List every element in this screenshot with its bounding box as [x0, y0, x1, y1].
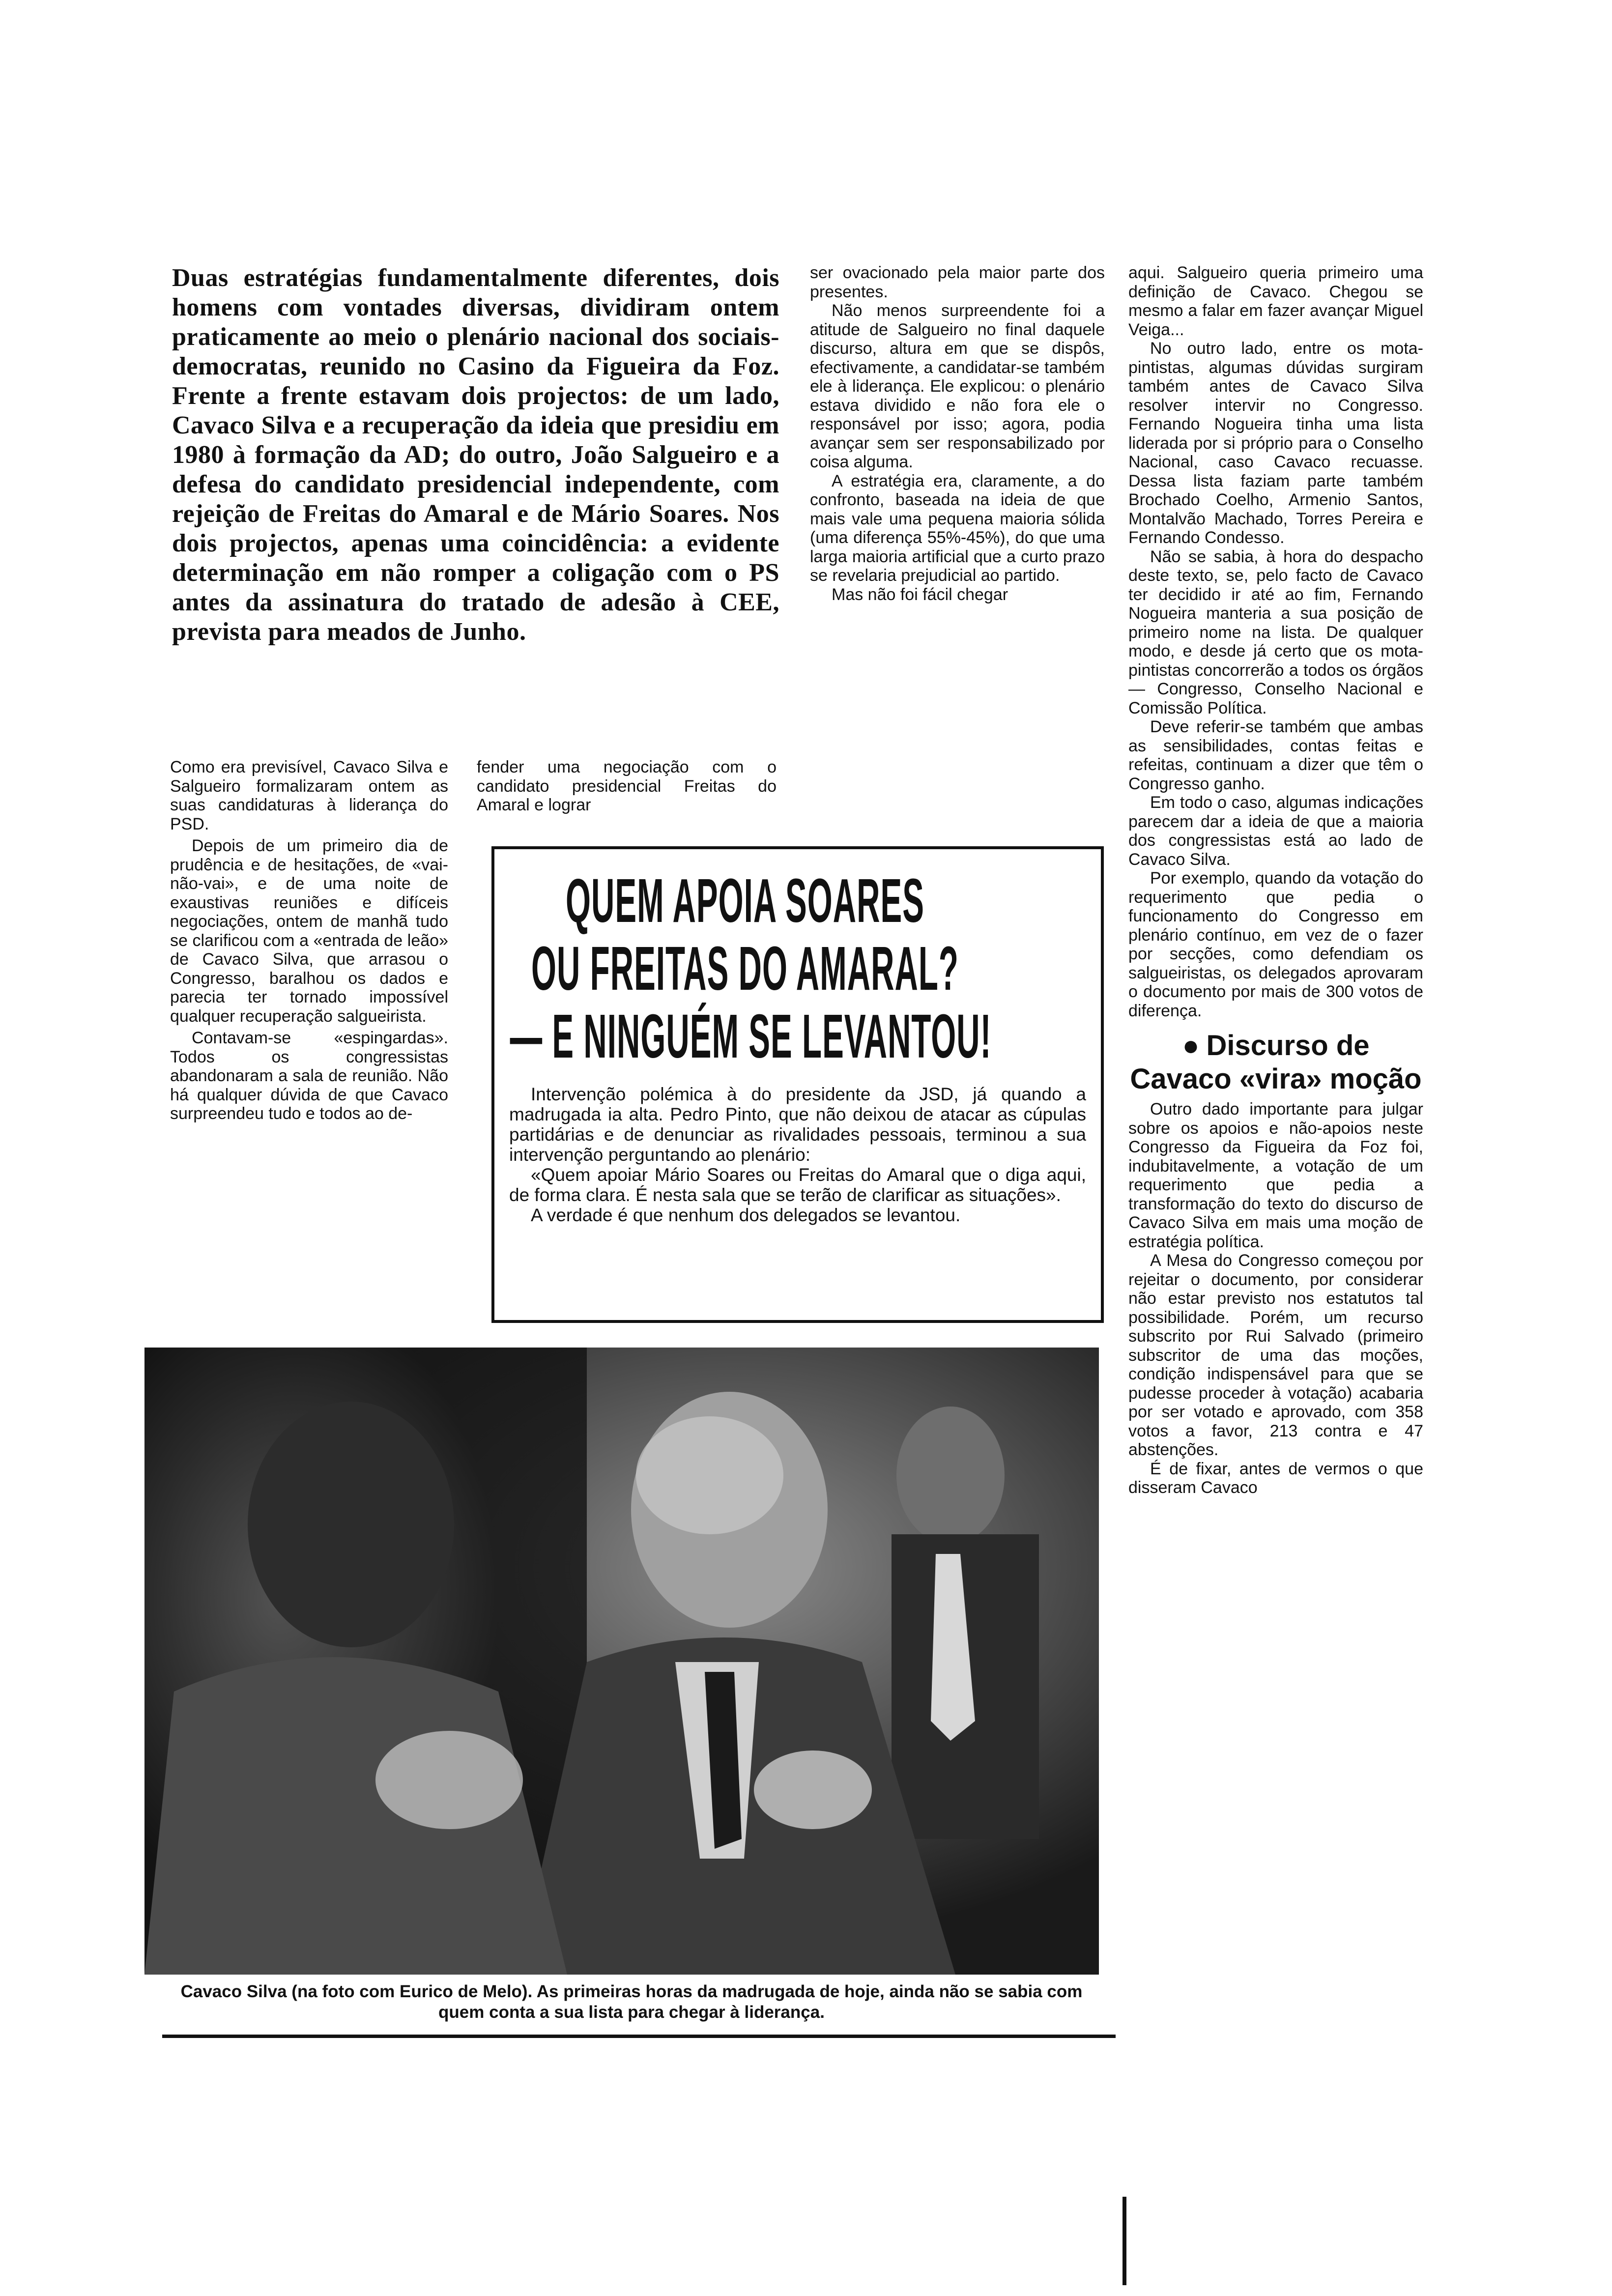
lead-paragraph: Duas estratégias fundamentalmente diferentes, dois homens com vontades diversas, dividiram ontem praticamente ao meio o plenário nacional dos sociais-democratas, reunido no Casino da Figueira da Foz. Frente a frente estavam dois projectos: de um lado, Cavaco Silva e a recuperação da ideia que presidiu em 1980 à formação da AD; do outro, João Salgueiro e a defesa do candidato presidencial independente, com rejeição de Freitas do Amaral e de Mário Soares. Nos dois projectos, apenas uma coincidência: a evidente determinação em não romper a coligação com o PS antes da assinatura do tratado de adesão à CEE, prevista para meados de Junho. — [172, 264, 779, 646]
bullet-icon: ● — [1182, 1030, 1200, 1062]
box-headline-line-1: QUEM APOIA SOARES — [566, 867, 924, 935]
box-headline-line-3: — E NINGUÉM SE LEVANTOU! — [510, 1002, 992, 1071]
col4-paragraph: Outro dado importante para julgar sobre os apoios e não-apoios neste Congresso da Figueira da Foz foi, indubitavelmente, a votação de um requerimento que pedia a transformação do texto do discurso de Cavaco Silva em mais uma moção de estratégia política. — [1128, 1100, 1423, 1251]
column-4 — [1128, 263, 1423, 1497]
col4-paragraph: Deve referir-se também que ambas as sensibilidades, contas feitas e refeitas, continuam a dizer que têm o Congresso ganho. — [1128, 718, 1423, 793]
col4-paragraph: aqui. Salgueiro queria primeiro uma definição de Cavaco. Chegou se mesmo a falar em fazer avançar Miguel Veiga... — [1128, 263, 1423, 339]
box-paragraph: Intervenção polémica à do presidente da JSD, já quando a madrugada ia alta. Pedro Pinto, que não deixou de atacar as cúpulas partidárias e de denunciar as rivalidades pessoais, terminou a sua intervenção perguntando ao plenário: — [509, 1084, 1086, 1165]
col4-paragraph: No outro lado, entre os mota-pintistas, algumas dúvidas surgiram também antes de Cavaco Silva resolver intervir no Congresso. Fernando Nogueira tinha uma lista liderada por si próprio para o Conselho Nacional, caso Cavaco recuasse. Dessa lista faziam parte também Brochado Coelho, Armenio Santos, Montalvão Machado, Torres Pereira e Fernando Condesso. — [1128, 339, 1423, 547]
sidebar-box — [491, 846, 1104, 1323]
subhead — [1128, 1029, 1423, 1096]
column-2-top — [477, 758, 777, 815]
box-headline-line-2: OU FREITAS DO AMARAL? — [531, 934, 959, 1003]
photo-caption: Cavaco Silva (na foto com Eurico de Melo). As primeiras horas da madrugada de hoje, ainda não se sabia com quem conta a sua lista para chegar à liderança. — [180, 1982, 1083, 2022]
col2-paragraph: fender uma negociação com o candidato presidencial Freitas do Amaral e lograr — [477, 758, 777, 814]
column-3 — [810, 263, 1105, 604]
box-paragraph: A verdade é que nenhum dos delegados se levantou. — [531, 1205, 961, 1225]
col4-paragraph: A Mesa do Congresso começou por rejeitar o documento, por considerar não estar previsto nos estatutos tal possibilidade. Porém, um recurso subscrito por Rui Salvado (primeiro subscritor de uma das moções, condição indispensável para que se pudesse proceder à votação) acabaria por ser votado e aprovado, com 358 votos a favor, 213 contra e 47 abstenções. — [1128, 1251, 1423, 1459]
col1-paragraph: Contavam-se «espingardas». Todos os congressistas abandonaram a sala de reunião. Não há qualquer dúvida de que Cavaco surpreendeu tudo e todos ao de- — [170, 1029, 448, 1123]
col4-paragraph: Em todo o caso, algumas indicações parecem dar a ideia de que a maioria dos congressistas está ao lado de Cavaco Silva. — [1128, 793, 1423, 869]
col4-paragraph: Não se sabia, à hora do despacho deste texto, se, pelo facto de Cavaco ter decidido ir até ao fim, Fernando Nogueira manteria a sua posição de primeiro nome na lista. De qualquer modo, e desde já certo que os mota-pintistas concorrerão a todos os órgãos — Congresso, Conselho Nacional e Comissão Política. — [1128, 547, 1423, 718]
box-paragraph: «Quem apoiar Mário Soares ou Freitas do Amaral que o diga aqui, de forma clara. É nesta sala que se terão de clarificar as situações». — [509, 1165, 1086, 1205]
col4-paragraph: Por exemplo, quando da votação do requerimento que pedia o funcionamento do Congresso em plenário contínuo, em vez de o fazer por secções, como defendiam os salgueiristas, os delegados aprovaram o documento por mais de 300 votos de diferença. — [1128, 869, 1423, 1020]
col1-paragraph: Depois de um primeiro dia de prudência e de hesitações, de «vai-não-vai», e de uma noite de exaustivas reuniões e difíceis negociações, ontem de manhã tudo se clarificou com a «entrada de leão» de Cavaco Silva, que arrasou o Congresso, baralhou os dados e parecia ter tornado impossível qualquer recuperação salgueirista. — [170, 836, 448, 1026]
col3-paragraph: Mas não foi fácil chegar — [832, 585, 1008, 604]
col1-paragraph: Como era previsível, Cavaco Silva e Salgueiro formalizaram ontem as suas candidaturas à liderança do PSD. — [170, 758, 448, 833]
news-photo — [144, 1348, 1099, 1975]
subhead-text: Discurso de Cavaco «vira» moção — [1130, 1030, 1422, 1095]
col4-paragraph: É de fixar, antes de vermos o que disseram Cavaco — [1128, 1459, 1423, 1497]
photo-illustration — [144, 1348, 1099, 1975]
column-marker-bar — [1123, 2197, 1126, 2285]
col3-paragraph: ser ovacionado pela maior parte dos presentes. — [810, 263, 1105, 301]
column-1 — [170, 758, 448, 1123]
col3-paragraph: A estratégia era, claramente, a do confronto, baseada na ideia de que mais vale uma pequena maioria sólida (uma diferença 55%-45%), do que uma larga maioria artificial que a curto prazo se revelaria prejudicial ao partido. — [810, 471, 1105, 585]
col3-paragraph: Não menos surpreendente foi a atitude de Salgueiro no final daquele discurso, altura em que se dispôs, efectivamente, a candidatar-se também ele à liderança. Ele explicou: o plenário estava dividido e não fora ele o responsável por isso; agora, podia avançar sem ser responsabilizado por coisa alguma. — [810, 301, 1105, 471]
box-text — [509, 1084, 1086, 1225]
caption-rule — [162, 2035, 1116, 2038]
lead-paragraph-block — [172, 263, 779, 647]
